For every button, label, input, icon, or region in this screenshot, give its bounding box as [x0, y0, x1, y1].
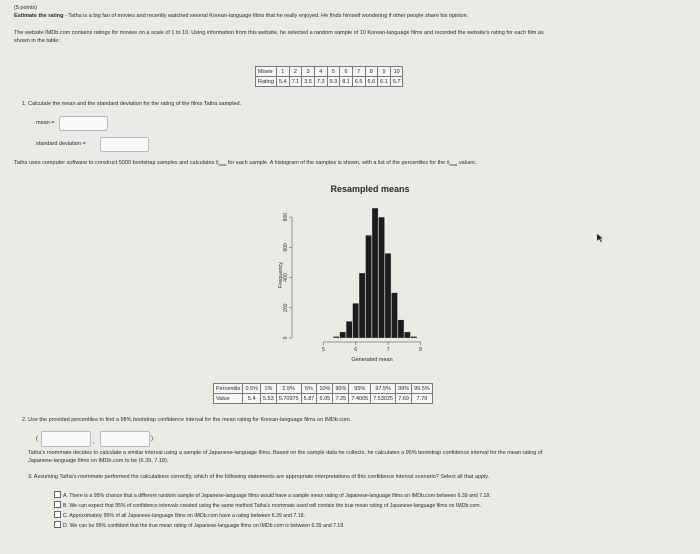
x-tick-label: 7 [386, 347, 390, 353]
x-tick-label: 8 [419, 347, 422, 353]
value-cell: 5.87 [301, 394, 317, 404]
option-a-checkbox[interactable] [54, 491, 61, 498]
q1-prompt: 1. Calculate the mean and the standard deviation for the rating of the films Tatha sampled. [22, 101, 242, 107]
histogram-bar [366, 235, 372, 338]
q2-prompt: 2. Use the provided percentiles to find a 98% bootstrap confidence interval for the mean rating for Korean-language films on IMDb.com. [22, 417, 352, 423]
mean-input[interactable] [59, 116, 108, 131]
interval-close-paren: ) [151, 436, 153, 442]
standard-deviation-input[interactable] [100, 137, 149, 152]
option-d-checkbox[interactable] [54, 521, 61, 528]
x-axis-label: Generated mean [351, 357, 393, 363]
histogram-bar [353, 303, 359, 338]
rating-cell: 5.4 [276, 77, 289, 87]
chart-title: Resampled means [330, 184, 410, 194]
percentile-cell: 90% [333, 384, 349, 394]
percentile-cell: 2.5% [276, 384, 301, 394]
interval-comma: , [93, 439, 95, 445]
percentile-cell: 0.5% [243, 384, 261, 394]
xbar-symbol: x̄ [215, 160, 219, 166]
rating-row-label: Rating [256, 77, 277, 87]
movie-cell: 1 [276, 67, 289, 77]
ratings-table [255, 66, 403, 87]
movie-cell: 2 [289, 67, 302, 77]
value-cell: 7.25 [333, 394, 349, 404]
histogram-bar [340, 332, 346, 338]
movie-row [256, 67, 403, 77]
rating-cell: 9.3 [327, 77, 340, 87]
value-row [214, 394, 433, 404]
bootstrap-text-before: Tatha uses computer software to construct 5000 bootstrap samples and calculates [14, 160, 216, 166]
description-line-2: shown in the table: [14, 38, 60, 44]
value-cell: 7.79 [412, 394, 433, 404]
option-d[interactable] [54, 521, 345, 530]
value-cell: 7.4005 [349, 394, 371, 404]
histogram-bar [359, 273, 365, 338]
percentile-cell: 1% [261, 384, 277, 394]
rating-cell: 6.7 [390, 77, 403, 87]
option-d-label: D. We can be 95% confident that the true mean rating of Japanese-language films on IMDb.com is between 6.39 and 7.18. [63, 523, 345, 529]
rating-cell: 7.3 [314, 77, 327, 87]
option-b[interactable] [54, 501, 481, 510]
percentile-cell: 10% [317, 384, 333, 394]
rating-cell: 6.1 [378, 77, 391, 87]
question-header [14, 13, 694, 20]
q3-prompt: 3. Assuming Tatha's roommate performed the calculations correctly, which of the following statements are appropriate interpretations of this confidence interval scenario? Select all that apply. [28, 474, 490, 480]
histogram-bar [333, 336, 339, 338]
option-a[interactable] [54, 491, 491, 500]
movie-cell: 5 [327, 67, 340, 77]
percentile-cell: 97.5% [371, 384, 396, 394]
bootstrap-text-after-2: values. [457, 160, 477, 166]
xbar-symbol: x̄ [446, 160, 450, 166]
y-tick-label: 0 [283, 336, 289, 340]
scenario-line-1: Tatha's roommate decides to calculate a similar interval using a sample of Japanese-language films. Based on the sample data he collects, he calculates a 95% bootstrap confidence interval for the mean rating of [28, 450, 543, 456]
movie-cell: 4 [314, 67, 327, 77]
histogram-bar [398, 320, 404, 338]
movie-cell: 8 [365, 67, 378, 77]
value-cell: 6.05 [317, 394, 333, 404]
bootstrap-text-after: for each sample. A histogram of the samples is shown, with a list of the percentiles for the [226, 160, 447, 166]
x-tick-label: 6 [354, 347, 358, 353]
value-cell: 5.70975 [276, 394, 301, 404]
histogram-bar [346, 321, 352, 338]
percentile-cell: 99% [396, 384, 412, 394]
movie-cell: 7 [352, 67, 365, 77]
histogram-bar [385, 253, 391, 338]
mean-label: mean = [36, 120, 55, 126]
resampled-means-histogram [250, 180, 450, 365]
interval-open-paren: ( [36, 436, 38, 442]
rating-row [256, 77, 403, 87]
movie-cell: 9 [378, 67, 391, 77]
value-cell: 7.69 [396, 394, 412, 404]
rating-cell: 3.5 [302, 77, 315, 87]
movie-cell: 10 [390, 67, 403, 77]
xbar-subscript: boot [218, 162, 227, 168]
interval-upper-input[interactable] [100, 431, 150, 447]
x-tick-label: 5 [322, 347, 325, 353]
rating-cell: 8.1 [340, 77, 353, 87]
question-intro: - Tatha is a big fan of movies and recently watched several Korean-language films that he really enjoyed. He finds himself wondering if other people share his opinion. [63, 13, 469, 19]
points-label: (5 points) [14, 5, 37, 11]
percentile-cell: 99.5% [412, 384, 433, 394]
percentile-row-label: Percentile [214, 384, 243, 394]
option-b-label: B. We can expect that 95% of confidence intervals created using the same method Tatha's roommate used will contain the true mean rating of Japanese-language films on IMDb.com. [63, 503, 482, 509]
histogram-bar [372, 208, 378, 338]
value-cell: 5.4 [243, 394, 261, 404]
scenario-line-2: Japanese-language films on IMDb.com to be (6.39, 7.18). [28, 458, 169, 464]
bootstrap-description [14, 160, 476, 168]
value-cell: 7.53025 [371, 394, 396, 404]
movie-row-label: Movie [256, 67, 277, 77]
percentile-table [213, 383, 433, 404]
y-tick-label: 400 [283, 273, 289, 282]
option-a-label: A. There is a 95% chance that a different random sample of Japanese-language films would have a sample mean rating of Japanese-language films on IMDb.com between 6.39 and 7.18. [63, 493, 491, 499]
xbar-subscript: boot [449, 162, 458, 168]
option-c-label: C. Approximately 95% of all Japanese-language films on IMDb.com have a rating between 6.39 and 7.18. [63, 513, 305, 519]
histogram-bar [411, 336, 417, 338]
value-row-label: Value [214, 394, 243, 404]
interval-lower-input[interactable] [41, 431, 91, 447]
histogram-bar [391, 293, 397, 338]
histogram-bar [404, 332, 410, 338]
movie-cell: 6 [340, 67, 353, 77]
rating-cell: 6.6 [365, 77, 378, 87]
percentile-cell: 95% [349, 384, 371, 394]
mouse-cursor-icon [596, 233, 604, 243]
y-axis-label: Frequency [278, 262, 284, 288]
sd-label: standard deviation = [36, 141, 86, 147]
option-c-checkbox[interactable] [54, 511, 61, 518]
y-tick-label: 600 [283, 243, 289, 252]
movie-cell: 3 [302, 67, 315, 77]
rating-cell: 7.1 [289, 77, 302, 87]
rating-cell: 6.5 [352, 77, 365, 87]
y-tick-label: 200 [283, 303, 289, 312]
question-title: Estimate the rating [14, 13, 64, 19]
percentile-cell: 5% [301, 384, 317, 394]
percentile-row [214, 384, 433, 394]
histogram-bar [378, 217, 384, 338]
description-line-1: The website IMDb.com contains ratings for movies on a scale of 1 to 10. Using information from this website, he selected a random sample of 10 Korean-language films and recorded the website's rating for each film as [14, 30, 544, 36]
y-tick-label: 800 [283, 212, 289, 222]
option-b-checkbox[interactable] [54, 501, 61, 508]
value-cell: 5.53 [261, 394, 277, 404]
option-c[interactable] [54, 511, 305, 520]
